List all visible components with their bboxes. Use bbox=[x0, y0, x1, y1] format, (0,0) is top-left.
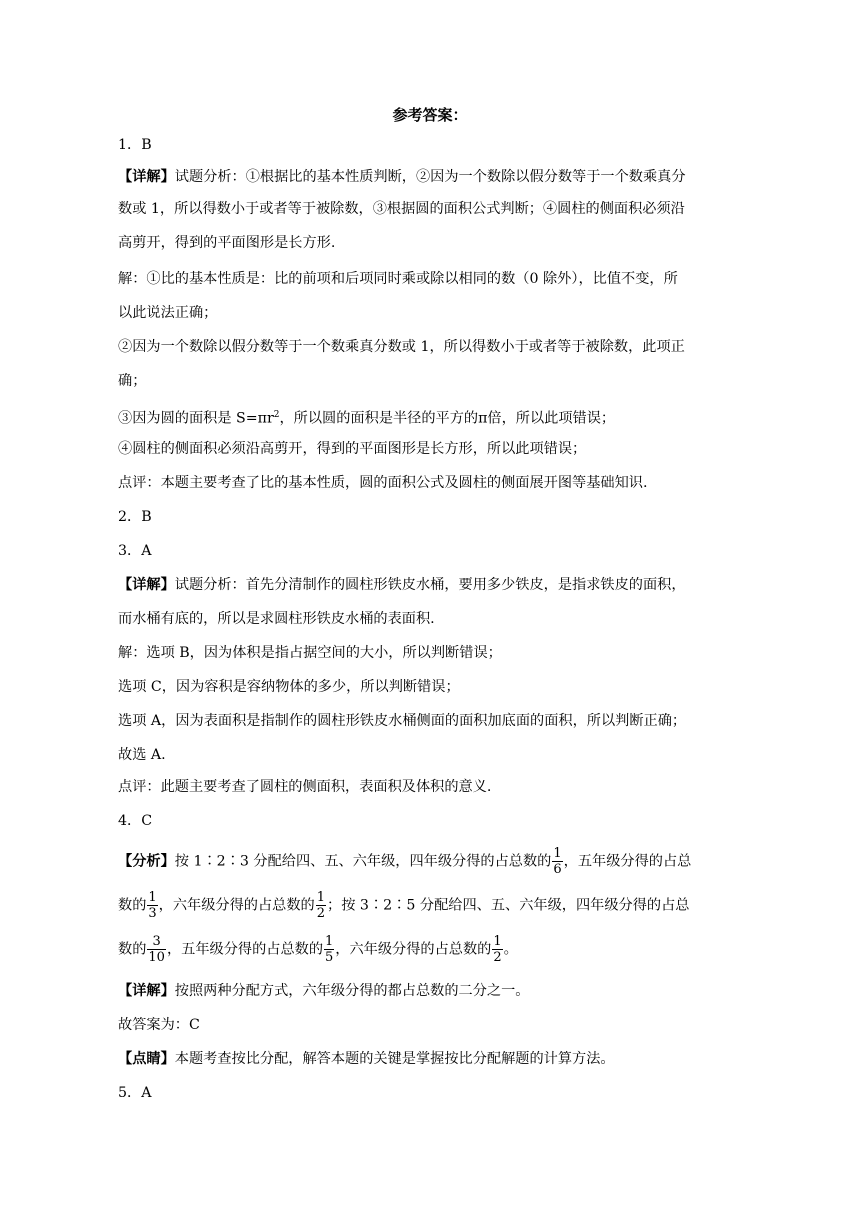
q1-answer: 1．B bbox=[118, 137, 152, 153]
q3-solution-line-3: 选项 A，因为表面积是指制作的圆柱形铁皮水桶侧面的面积加底面的面积，所以判断正确； bbox=[118, 713, 687, 729]
fraction-1-2 bbox=[492, 934, 502, 965]
q4-analysis-line-1 bbox=[118, 846, 738, 877]
q4-analysis-tag: 【分析】 bbox=[118, 853, 175, 870]
fraction-denominator: 2 bbox=[493, 950, 502, 965]
q4-a1-text-2: ，五年级分得的占总 bbox=[563, 853, 692, 870]
q1-solution-line-4: 确； bbox=[118, 373, 147, 389]
fraction-denominator: 6 bbox=[553, 862, 562, 877]
q3-answer: 3．A bbox=[118, 543, 152, 559]
q4-a2-text-3: ；按 3∶2∶5 分配给四、五、六年级，四年级分得的占总 bbox=[327, 897, 690, 914]
q4-a3-text-3: ，六年级分得的占总数的 bbox=[335, 941, 492, 958]
q1-sol5-superscript: 2 bbox=[273, 410, 280, 420]
q1-sol5-part-b: ，所以圆的面积是半径的平方的π倍，所以此项错误； bbox=[279, 410, 616, 427]
q3-solution-line-4: 故选 A. bbox=[118, 747, 166, 763]
fraction-denominator: 10 bbox=[148, 950, 165, 965]
q3-solution-line-1: 解：选项 B，因为体积是指占据空间的大小，所以判断错误； bbox=[118, 645, 502, 661]
q4-analysis-line-2 bbox=[118, 890, 738, 921]
q4-a3-text-1: 数的 bbox=[118, 941, 147, 958]
q4-final-answer: 故答案为：C bbox=[118, 1017, 200, 1033]
fraction-1-2 bbox=[316, 890, 326, 921]
q4-detail-text: 按照两种分配方式，六年级分得的都占总数的二分之一。 bbox=[174, 983, 530, 999]
q4-a2-text-1: 数的 bbox=[118, 897, 147, 914]
fraction-1-3 bbox=[147, 890, 157, 921]
q4-detail-tag: 【详解】 bbox=[118, 983, 175, 999]
fraction-numerator: 1 bbox=[148, 890, 157, 905]
q4-comment-text: 本题考查按比分配，解答本题的关键是掌握按比分配解题的计算方法。 bbox=[174, 1051, 615, 1067]
fraction-numerator: 1 bbox=[493, 934, 502, 949]
q2-answer: 2．B bbox=[118, 509, 152, 525]
q3-detail-line-1 bbox=[118, 574, 738, 596]
q4-detail-line bbox=[118, 980, 738, 1002]
q1-detail-line-2: 数或 1，所以得数小于或者等于被除数，③根据圆的面积公式判断；④圆柱的侧面积必须沿 bbox=[118, 201, 685, 217]
page-title: 参考答案： bbox=[392, 106, 468, 124]
q4-analysis-line-3 bbox=[118, 934, 738, 965]
q3-solution-line-2: 选项 C，因为容积是容纳物体的多少，所以判断错误； bbox=[118, 679, 460, 695]
fraction-numerator: 1 bbox=[316, 890, 326, 905]
q4-comment-tag: 【点睛】 bbox=[118, 1051, 175, 1067]
q1-sol5-part-a: ③因为圆的面积是 S=πr bbox=[118, 410, 274, 427]
fraction-denominator: 5 bbox=[325, 950, 334, 965]
q4-comment-line bbox=[118, 1048, 738, 1070]
q1-solution-line-3: ②因为一个数除以假分数等于一个数乘真分数或 1，所以得数小于或者等于被除数，此项正 bbox=[118, 339, 685, 355]
q3-detail-text-1: 试题分析：首先分清制作的圆柱形铁皮水桶，要用多少铁皮，是指求铁皮的面积， bbox=[174, 577, 686, 593]
q3-detail-tag: 【详解】 bbox=[118, 577, 175, 593]
q1-solution-line-6: ④圆柱的侧面积必须沿高剪开，得到的平面图形是长方形，所以此项错误； bbox=[118, 441, 587, 457]
q4-a3-text-4: 。 bbox=[503, 941, 518, 958]
fraction-numerator: 3 bbox=[147, 934, 166, 950]
q3-comment: 点评：此题主要考查了圆柱的侧面积，表面积及体积的意义. bbox=[118, 779, 492, 795]
q5-answer: 5．A bbox=[118, 1085, 152, 1101]
q4-answer: 4．C bbox=[118, 813, 153, 829]
fraction-numerator: 1 bbox=[325, 934, 334, 949]
q1-solution-line-1: 解：①比的基本性质是：比的前项和后项同时乘或除以相同的数（0 除外），比值不变，所 bbox=[118, 271, 678, 287]
fraction-denominator: 3 bbox=[148, 906, 157, 921]
q4-a3-text-2: ，五年级分得的占总数的 bbox=[166, 941, 324, 958]
q4-a1-text-1: 按 1∶2∶3 分配给四、五、六年级，四年级分得的占总数的 bbox=[174, 853, 552, 870]
q1-detail-line-1 bbox=[118, 166, 738, 188]
q1-detail-line-3: 高剪开，得到的平面图形是长方形. bbox=[118, 235, 336, 251]
fraction-denominator: 2 bbox=[316, 906, 326, 921]
q1-solution-line-2: 以此说法正确； bbox=[118, 305, 218, 321]
fraction-1-6 bbox=[552, 846, 562, 877]
q1-detail-tag: 【详解】 bbox=[118, 169, 175, 185]
fraction-1-5 bbox=[324, 934, 334, 965]
q1-comment: 点评：本题主要考查了比的基本性质，圆的面积公式及圆柱的侧面展开图等基础知识. bbox=[118, 475, 648, 491]
q4-a2-text-2: ，六年级分得的占总数的 bbox=[158, 897, 315, 914]
q1-detail-text-1: 试题分析：①根据比的基本性质判断，②因为一个数除以假分数等于一个数乘真分 bbox=[174, 169, 686, 185]
fraction-3-10 bbox=[147, 934, 166, 965]
q3-detail-line-2: 而水桶有底的，所以是求圆柱形铁皮水桶的表面积. bbox=[118, 611, 435, 627]
fraction-numerator: 1 bbox=[553, 846, 562, 861]
q1-solution-line-5 bbox=[118, 404, 738, 430]
